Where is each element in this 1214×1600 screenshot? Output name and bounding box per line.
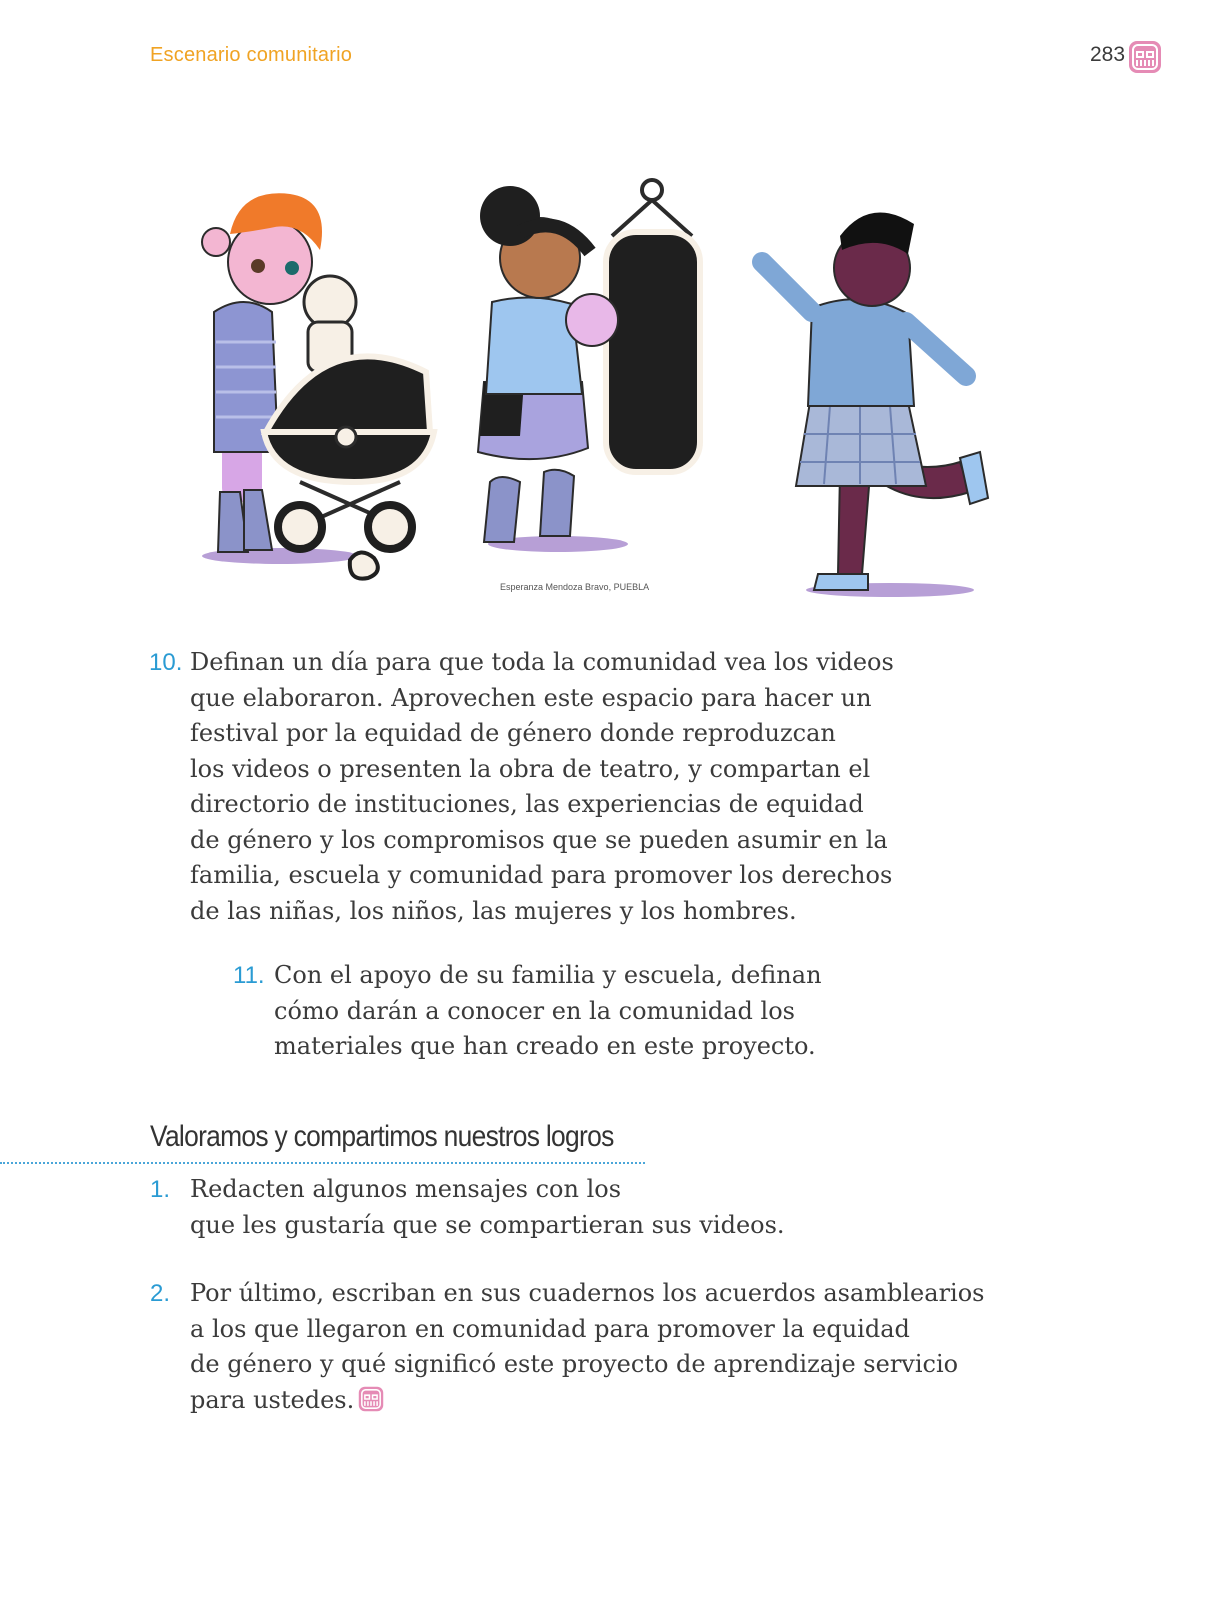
item-line: que les gustaría que se compartieran sus videos. bbox=[190, 1210, 785, 1239]
item-line: de las niñas, los niños, las mujeres y los hombres. bbox=[190, 896, 797, 925]
illustration bbox=[200, 172, 1000, 608]
item-line: de género y los compromisos que se pueden asumir en la bbox=[190, 825, 888, 854]
glyph-icon bbox=[1128, 40, 1162, 74]
item-line: a los que llegaron en comunidad para promover la equidad bbox=[190, 1314, 910, 1343]
item-line: familia, escuela y comunidad para promover los derechos bbox=[190, 861, 893, 889]
item-line: los videos o presenten la obra de teatro, y compartan el bbox=[190, 754, 871, 783]
item-line: que elaboraron. Aprovechen este espacio para hacer un bbox=[190, 683, 872, 712]
item-number: 11. bbox=[233, 962, 265, 989]
section-divider bbox=[0, 1162, 645, 1164]
list-item bbox=[149, 645, 970, 929]
child-dancing-figure bbox=[762, 212, 988, 597]
section-label: Escenario comunitario bbox=[150, 44, 353, 66]
item-number: 1. bbox=[150, 1176, 171, 1203]
item-line: Definan un día para que toda la comunidad vea los videos bbox=[190, 648, 894, 676]
list-item bbox=[150, 1276, 1010, 1418]
item-number: 2. bbox=[150, 1280, 171, 1307]
illustration-credit: Esperanza Mendoza Bravo, PUEBLA bbox=[500, 582, 650, 592]
item-line: de género y qué significó este proyecto de aprendizaje servicio bbox=[190, 1350, 959, 1378]
item-line: materiales que han creado en este proyecto. bbox=[274, 1032, 816, 1060]
item-line: Por último, escriban en sus cuadernos los acuerdos asamblearios bbox=[190, 1279, 985, 1307]
item-line-last bbox=[190, 1383, 1010, 1419]
child-boxing-figure bbox=[478, 180, 700, 552]
section-title: Valoramos y compartimos nuestros logros bbox=[150, 1120, 614, 1153]
list-item bbox=[150, 1172, 990, 1243]
item-line: Con el apoyo de su familia y escuela, definan bbox=[274, 961, 822, 989]
list-item bbox=[233, 958, 954, 1065]
item-line: festival por la equidad de género donde reproduzcan bbox=[190, 719, 836, 747]
glyph-icon bbox=[358, 1386, 384, 1412]
item-line: Redacten algunos mensajes con los bbox=[190, 1175, 622, 1203]
child-with-stroller-figure bbox=[202, 193, 434, 578]
item-number: 10. bbox=[149, 649, 183, 676]
item-line: para ustedes. bbox=[190, 1385, 355, 1414]
item-line: directorio de instituciones, las experiencias de equidad bbox=[190, 790, 864, 818]
item-line: cómo darán a conocer en la comunidad los bbox=[274, 996, 795, 1025]
page-number: 283 bbox=[1090, 43, 1126, 66]
